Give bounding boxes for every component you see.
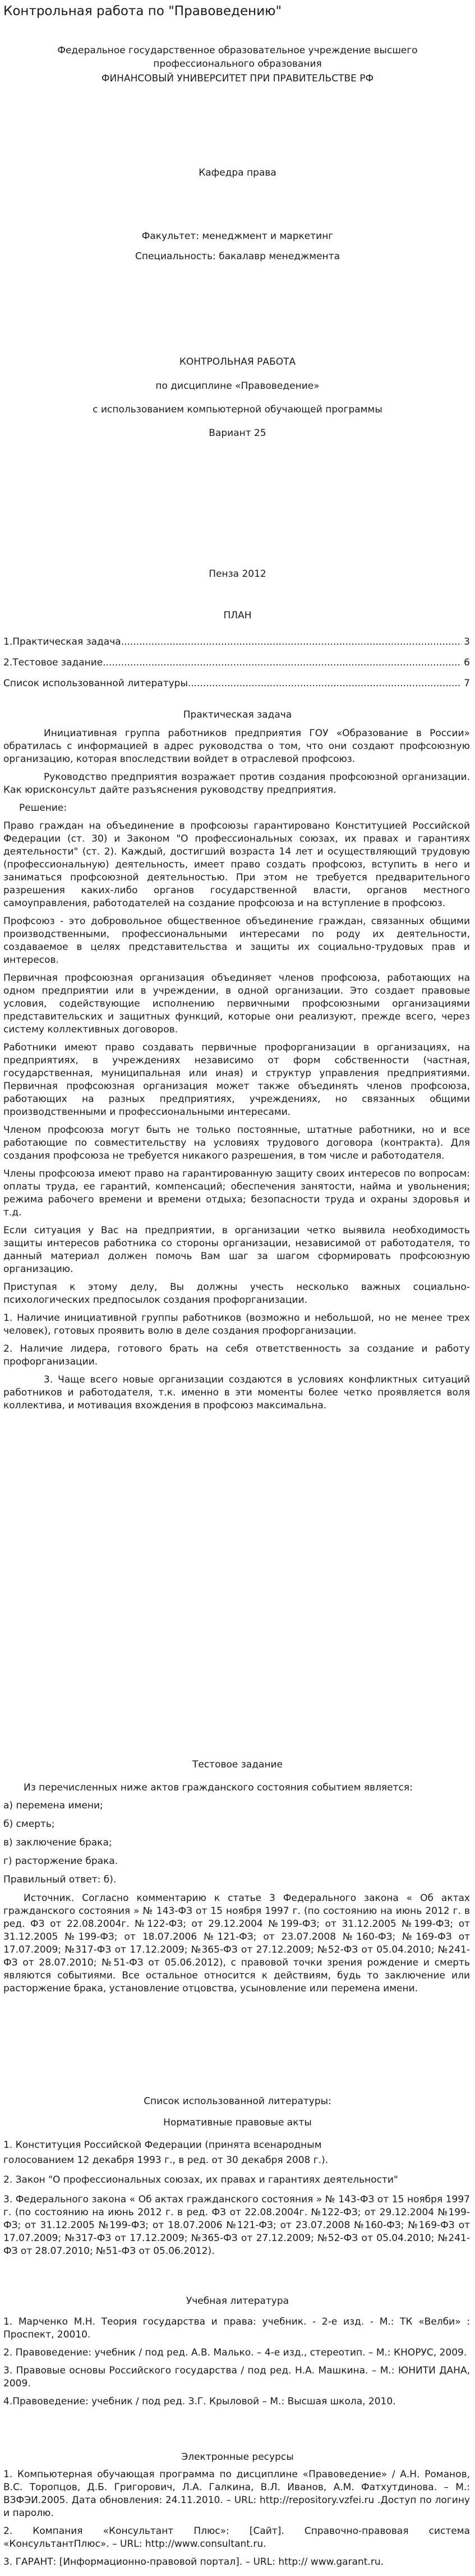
solution-paragraph: Если ситуация у Вас на предприятии, в организации четко выявила необходимость защиты интересов работника со стороны организации, независимой от работодателя, то данный материал должен помочь Вам шаг за шагом сформировать профсоюзную организацию. (3, 1225, 470, 1275)
e-resource-item: 1. Компьютерная обучающая программа по дисциплине «Правоведение» / А.Н. Романов, В.С. Торопцов, Д.Б. Григорович, Л.А. Галкина, В.Л. Иванов, А.М. Фатхутдинова. – М.: ВЗФЭИ.2005. Дата обновления: 24.11.2010. – URL: http://repository.vzfei.ru .Доступ по логину и паролю. (3, 2469, 470, 2519)
specialty-line: Специальность: бакалавр менеджмента (135, 251, 340, 262)
city-year: Пенза 2012 (209, 568, 266, 580)
plan-item-page: 7 (464, 678, 470, 689)
test-answer: Правильный ответ: б). (3, 1874, 117, 1885)
solution-paragraph: Приступая к этому делу, Вы должны учесть несколько важных социально-психологических предпосылок создания профорганизации. (3, 1282, 470, 1306)
test-option: а) перемена имени; (3, 1800, 103, 1811)
practical-body (3, 727, 470, 1417)
edu-lit-heading: Учебная литература (186, 2295, 289, 2307)
solution-paragraph: 1. Наличие инициативной группы работников (возможно и небольшой, но не менее трех человек), готовых проявить волю в деле создания профорганизации. (3, 1312, 470, 1337)
norm-act-item: 1. Конституция Российской Федерации (принята всенародным (3, 2139, 322, 2151)
solution-paragraph: Первичная профсоюзная организация объединяет членов профсоюза, работающих на одном предприятии или в учреждении, в одной организации. Это создает правовые условия, содействующие исполнению первичными профсоюзными организациями представительских и защитных функций, которые они реализуют, прежде всего, через систему коллективных договоров. (3, 972, 470, 1035)
plan-item[interactable] (3, 677, 470, 690)
program-line: с использованием компьютерной обучающей программы (93, 404, 382, 415)
test-option: в) заключение брака; (3, 1837, 112, 1848)
discipline-line: по дисциплине «Правоведение» (155, 380, 320, 392)
norm-act-item: 3. Федерального закона « Об актах гражданского состояния » № 143-ФЗ от 15 ноября 1997 г. (по состоянию на июнь 2012 г. в ред. ФЗ от 22.08.2004г. №122-ФЗ; от 29.12.2004 №199-ФЗ; от 31.12.2005 №199-ФЗ; от 18.07.2006 №121-ФЗ; от 23.07.2008 №160-ФЗ; №169-ФЗ от 17.07.2009; №317-ФЗ от 17.12.2009; №365-ФЗ от 27.12.2009; №52-ФЗ от 05.04.2010; №241-ФЗ от 28.07.2010; №51-ФЗ от 05.06.2012). (3, 2194, 470, 2257)
norm-acts-heading: Нормативные правовые акты (163, 2117, 312, 2128)
plan-item-leader (188, 677, 462, 690)
e-resources-heading: Электронные ресурсы (181, 2451, 294, 2463)
plan-item[interactable] (3, 635, 470, 649)
plan-item-label: 1.Практическая задача (3, 636, 121, 648)
edu-lit-item: 1. Марченко М.Н. Теория государства и права: учебник. - 2-е изд. - М.: ТК «Велби» : Проспект, 20010. (3, 2316, 470, 2340)
plan-item-leader (121, 635, 462, 649)
e-resource-item: 3. ГАРАНТ: [Информационно-правовой портал]. – URL: http:// www.garant.ru. (3, 2556, 384, 2568)
solution-paragraph: Работники имеют право создавать первичные профорганизации в организациях, на предприятиях, в учреждениях независимо от форм собственности (частная, государственная, муниципальная или иная) и структур управления предприятиями. Первичная профсоюзная организация может также объединять членов профсоюза, работающих на разных предприятиях, учреждениях, но связанных общими производственными и профессиональными интересами. (3, 1042, 470, 1118)
solution-paragraph: Членом профсоюза могут быть не только постоянные, штатные работники, но и все работающие по совместительству на условиях трудового договора (контракта). Для создания профсоюза не требуется никакого разрешения, в том числе и работодателя. (3, 1124, 470, 1161)
norm-acts-list (3, 2139, 470, 2263)
test-explanation: Источник. Согласно комментарию к статье 3 Федерального закона « Об актах гражданского состояния » № 143-ФЗ от 15 ноября 1997 г. (по состоянию на июнь 2012 г. в ред. ФЗ от 22.08.2004г. №122-ФЗ; от 29.12.2004 №199-ФЗ; от 31.12.2005 №199-ФЗ; от 31.12.2005 №199-ФЗ; от 18.07.2006 №121-ФЗ; от 23.07.2008 №160-ФЗ; №169-ФЗ от 17.07.2009; №317-ФЗ от 17.12.2009; №365-ФЗ от 27.12.2009; №52-ФЗ от 05.04.2010; №241-ФЗ от 28.07.2010; №51-ФЗ от 05.06.2012), с правовой точки зрения рождение и смерть являются событиями. Все остальное относится к действиям, будь то заключение или расторжение брака, установление отцовства, усыновление или перемена имени. (3, 1893, 470, 1994)
institution-line-2: профессионального образования (153, 58, 322, 70)
plan-item-leader (103, 656, 462, 669)
e-resources-list (3, 2468, 470, 2574)
test-body (3, 1781, 470, 2000)
plan-item-label: Список использованной литературы (3, 678, 188, 689)
solution-label: Решение: (19, 802, 67, 814)
test-question: Из перечисленных ниже актов гражданского состояния событием является: (24, 1782, 413, 1793)
norm-act-item: голосованием 12 декабря 1993 г., в ред. от 30 декабря 2008 г.). (3, 2155, 329, 2166)
document-title: Контрольная работа по "Правоведению" (3, 4, 282, 19)
solution-paragraph: Члены профсоюза имеют право на гарантированную защиту своих интересов по вопросам: оплаты труда, ее гарантий, компенсаций; обеспечения занятости, найма и увольнения; режима рабочего времени и времени отдыха; безопасности труда и охраны здоровья и т.д. (3, 1168, 470, 1218)
bibliography-heading: Список использованной литературы: (144, 2096, 331, 2107)
test-option: б) смерть; (3, 1819, 55, 1830)
norm-act-item: 2. Закон "О профессиональных союзах, их правах и гарантиях деятельности" (3, 2174, 398, 2185)
variant-line: Вариант 25 (209, 428, 266, 439)
plan-item-page: 3 (464, 636, 470, 648)
university-name: ФИНАНСОВЫЙ УНИВЕРСИТЕТ ПРИ ПРАВИТЕЛЬСТВЕ РФ (101, 73, 374, 84)
institution-line-1: Федеральное государственное образовательное учреждение высшего (57, 45, 418, 56)
plan-item-label: 2.Тестовое задание (3, 657, 103, 668)
test-option: г) расторжение брака. (3, 1856, 118, 1867)
solution-paragraph: 2. Наличие лидера, готового брать на себя ответственность за создание и работу профорганизации. (3, 1343, 470, 1367)
solution-paragraph: 3. Чаще всего новые организации создаются в условиях конфликтных ситуаций работников и работодателя, т.к. именно в эти моменты более четко проявляется воля коллектива, и мотивация вхождения в профсоюз максимальна. (3, 1374, 470, 1411)
solution-paragraph: Право граждан на объединение в профсоюзы гарантировано Конституцией Российской Федерации (ст. 30) и Законом "О профессиональных союзах, их правах и гарантиях деятельности" (ст. 2). Каждый, достигший возраста 14 лет и осуществляющий трудовую (профессиональную) деятельность, имеет право создать профсоюз, вступить в него и заниматься профсоюзной деятельностью. При этом не требуется предварительного разрешения каких-либо органов государственной власти, органов местного самоуправления, работодателей на создание профсоюза и на вступление в профсоюз. (3, 820, 470, 909)
edu-lit-item: 2. Правоведение: учебник / под ред. А.В. Малько. – 4-е изд., стереотип. – М.: КНОРУС, 2009. (3, 2347, 467, 2358)
task-paragraph: Руководство предприятия возражает против создания профсоюзной организации. Как юрисконсульт дайте разъяснения руководству предприятия. (3, 772, 470, 796)
test-heading: Тестовое задание (192, 1759, 283, 1770)
plan-item-page: 6 (464, 657, 470, 668)
plan-heading: ПЛАН (223, 610, 252, 621)
edu-lit-item: 3. Правовые основы Российского государства / под ред. Н.А. Машкина. – М.: ЮНИТИ ДАНА, 2009. (3, 2365, 470, 2389)
practical-heading: Практическая задача (183, 709, 292, 720)
edu-lit-item: 4.Правоведение: учебник / под ред. З.Г. Крыловой – М.: Высшая школа, 2010. (3, 2396, 396, 2407)
solution-paragraph: Профсоюз - это добровольное общественное объединение граждан, связанных общими производственными, профессиональными интересами по роду их деятельности, создаваемое в целях представительства и защиты их социально-трудовых прав и интересов. (3, 916, 470, 966)
faculty-line: Факультет: менеджмент и маркетинг (141, 231, 334, 242)
plan-item[interactable] (3, 656, 470, 669)
edu-lit-list (3, 2316, 470, 2413)
work-type: КОНТРОЛЬНАЯ РАБОТА (179, 356, 296, 368)
task-paragraph: Инициативная группа работников предприятия ГОУ «Образование в России» обратилась с информацией в адрес руководства о том, что они создают профсоюзную организацию, которая впоследствии войдет в отраслевой профсоюз. (3, 728, 470, 765)
department-name: Кафедра права (199, 167, 276, 178)
e-resource-item: 2. Компания «Консультант Плюс»: [Сайт]. Справочно-правовая система «КонсультантПлюс». – URL: http://www.consultant.ru. (3, 2526, 470, 2550)
